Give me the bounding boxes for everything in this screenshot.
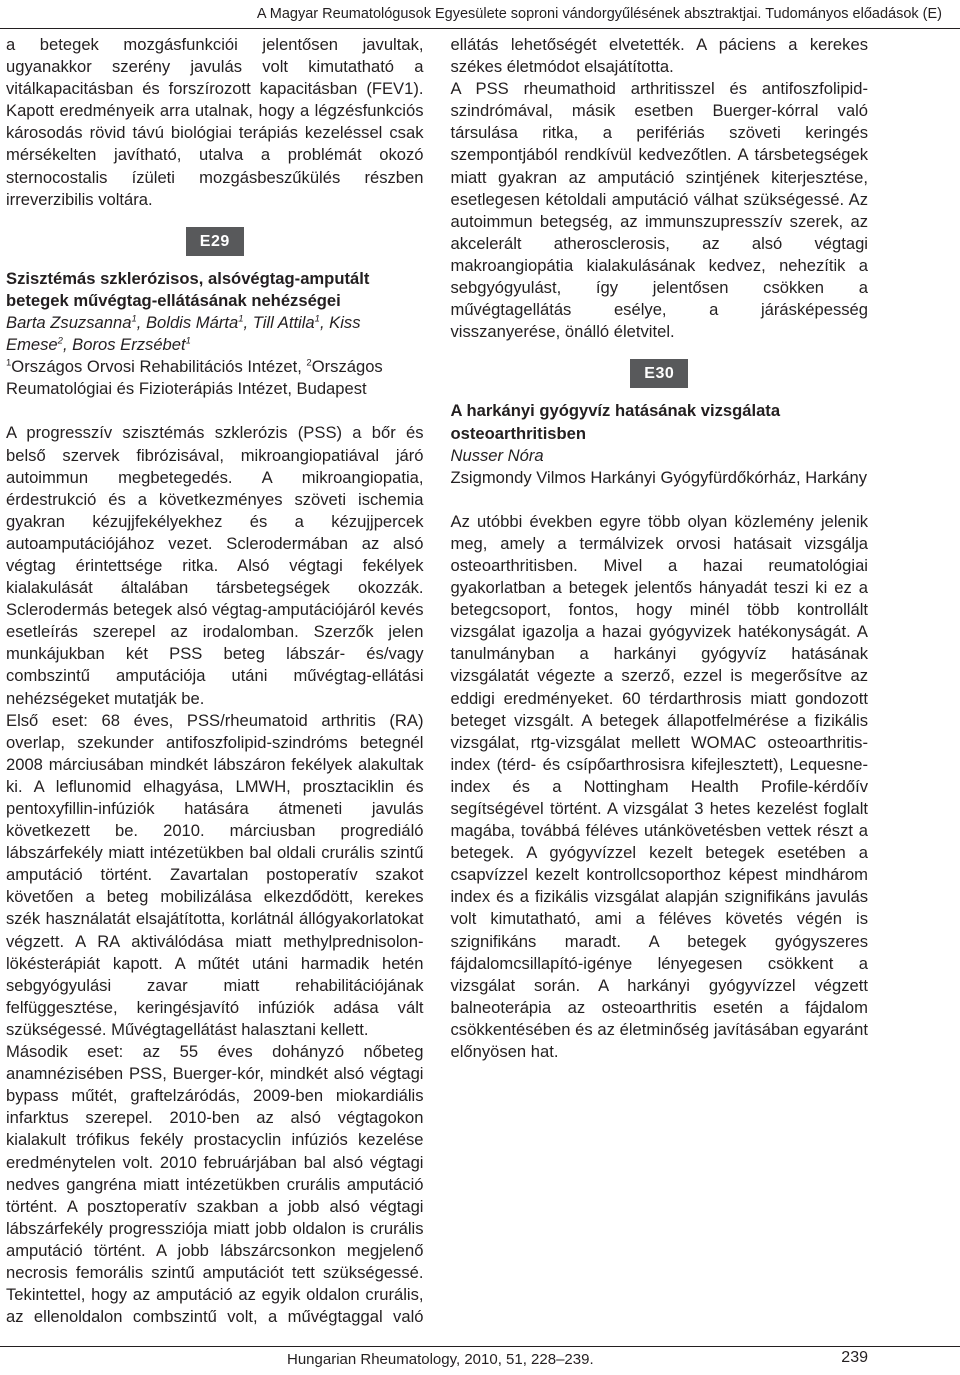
affil-text: Országos Reumatológiai és Fizioterápiás Intézet, Budapest <box>6 357 383 399</box>
e30-affiliation: Zsigmondy Vilmos Harkányi Gyógyfürdőkórház, Harkány <box>450 467 868 487</box>
author-name: , Boros Erzsébet <box>62 335 186 355</box>
continued-paragraph: a betegek mozgásfunkciói jelentősen javultak, ugyanakkor szerény javulás volt kimutatható a vitálkapacitásban és forszírozott kapacitásban (FEV1). Kapott eredményeik arra utalnak, hogy a légzésfunkciós károsodás rövid távú biológiai terápiás kezeléssel csak mérsékelten javítható, utalva a problémát okozó sternocostalis ízületi mozgásbeszűkülés részben irreverzibilis voltára. <box>6 35 424 209</box>
e29-title: Szisztémás szklerózisos, alsóvégtag-amputált betegek művégtag-ellátásának nehézségei <box>6 268 370 310</box>
e30-author: Nusser Nóra <box>450 445 544 465</box>
e30-paragraph: Az utóbbi években egyre több olyan közlemény jelenik meg, amely a termálvizek orvosi hatásait vizsgálja osteoarthritisben. Mivel a hazai reumatológiai gyakorlatban a betegek jelentős hányadát teszi ki ez a betegcsoport, fontos, hogy minél több kontrollált vizsgálat igazolja a hazai gyógyvizek hatékonyságát. A tanulmányban a harkányi gyógyvíz hatásának vizsgálatát végezte a szerző, ezzel is megerősítve az eddigi eredményeket. 60 térdarthrosis miatt gondozott beteget vizsgált. A betegek állapotfelmérése a fizikális vizsgálat, rtg-vizsgálat mellett WOMAC osteoarthritis-index (térd- és csípőarthrosisra kifejlesztett), Lequesne-index és a Nottingham Health Profile-kérdőív segítségével történt. A vizsgálat 3 hetes kezelést foglalt magába, továbbá féléves utánkövetésben vettek részt a betegek. A gyógyvízzel kezelt betegek esetében a csapvízzel kezelt kontrollcsoporthoz képest mindhárom index és a fizikális vizsgálat alapján szignifikáns javulás volt kimutatható, ami a féléves követés végén is szignifikáns maradt. A betegek gyógyszeres fájdalomcsillapító-igénye lényegesen csökkent a vizsgálat során. A harkányi gyógyvízzel végzett balneoterápia az osteoarthritis esetén a fájdalom csökkentésében és az életminőség javításában egyaránt előnyösen hat. <box>450 511 868 1062</box>
affil-sup: 2 <box>306 357 312 369</box>
author-name: Barta Zsuzsanna <box>6 313 132 333</box>
author-sup: 1 <box>238 313 244 325</box>
e29-paragraph-conclusion: A PSS rheumathoid arthritisszel és antifoszfolipid-szindrómával, másik esetben Buerger-kórral való társulása ritka, a perifériás szöveti keringés szempontjából rendkívül kedvezőtlen. A társbetegségek miatt gyakran az amputáció szintjének kiterjesztése, esetlegesen kétoldali amputáció válhat szükségessé. Az autoimmun betegség, az immunszupresszív szerek, az akcelerált atherosclerosis, az alsó végtagi makroangiopátia kialakulásának kedvez, nehezítik a sebgyógyulást, így jelentősen csökken a művégtagellátás esélye, a járásképesség visszanyerése, önálló életvitel. <box>450 79 868 342</box>
journal-citation: Hungarian Rheumatology, 2010, 51, 228–239. <box>287 1351 594 1368</box>
e29-paragraph-case-1: Első eset: 68 éves, PSS/rheumatoid arthritis (RA) overlap, szekunder antifoszfolipid-szindróms betegnél 2008 márciusában mindkét lábszáron fekélyek alakultak ki. A leflunomid elhagyása, LMWH, prosztaciklin és pentoxyfillin-infúziók hatására átmeneti javulás következett be. 2010. márciusban progrediáló lábszárfekély miatt intézetükben bal oldali crurális szintű amputáció történt. Zavartalan postoperatív szakot követően a beteg mobilizálása elkezdődött, kerekes szék használatát elsajátította, korlátnál állógyakorlatokat végzett. A RA aktiválódása miatt methylprednisolon-lökésterápiát kapott. A műtét utáni harmadik hetén sebgyógyulási zavar miatt rehabilitációjának felfüggesztése, keringésjavító infúziók adása vált szükségessé. Művégtagellátást halasztani kellett. <box>6 710 424 1039</box>
e29-badge-wrap <box>6 227 424 256</box>
spacer <box>451 489 869 511</box>
author-sup: 2 <box>57 335 63 347</box>
author-sup: 1 <box>185 335 191 347</box>
e30-badge-wrap <box>451 359 869 388</box>
author-name: , Boldis Márta <box>136 313 239 333</box>
page-number: 239 <box>841 1349 868 1366</box>
e30-title: A harkányi gyógyvíz hatásának vizsgálata osteoarthritisben <box>450 401 781 443</box>
e29-authors <box>6 312 424 356</box>
left-column <box>6 34 868 1334</box>
affil-text: Országos Orvosi Rehabilitációs Intézet, <box>11 357 307 377</box>
running-head: A Magyar Reumatológusok Egyesülete soproni vándorgyűlésének absztraktjai. Tudományos előadások (E) <box>256 6 942 22</box>
spacer <box>6 400 424 422</box>
author-name: , Till Attila <box>243 313 315 333</box>
e29-badge: E29 <box>186 227 244 256</box>
e30-badge: E30 <box>630 359 688 388</box>
e29-paragraph-case-2: Második eset: az 55 éves dohányzó nőbeteg anamnézisében PSS, Buerger-kór, mindkét alsó végtagi bypass műtét, graftelzáródás, 2009-ben miokardiális infarktus szerepel. 2010-ben az alsó végtagokon kialakult trófikus fekély prostacyclin infúziós kezelése eredménytelen volt. 2010 februárjában bal alsó végtagi nedves gangréna miatt intézetükben crurális amputáció történt. A posztoperatív szakban a jobb alsó végtagi lábszárfekély progressziója miatt jobb oldalon is crurális amputáció történt. A jobb lábszárcsonkon megjelenő necrosis femorális szintű amputációt tett szükségessé. Tekintettel, hogy az amputáció az egyik oldalon crurális, az ellenoldalon combszintű volt, a művégtaggal való ellátás lehetőségét elvetették. A páciens a kerekes székes életmódot elsajátította. <box>6 35 868 1327</box>
author-sup: 1 <box>131 313 137 325</box>
e29-paragraph-intro: A progresszív szisztémás szklerózis (PSS) a bőr és belső szervek fibrózisával, mikroangiopatiával járó autoimmun megbetegedés. A mikroangiopatia, érdestrukció és a következményes szöveti ischemia gyakran kézujjfekélyekhez és a kézujjpercek autoamputációjához vezet. Sclerodermában az alsó végtag érintettsége ritka. Alsó végtagi fekélyek kialakulását általában társbetegségek okozzák. Sclerodermás betegek alsó végtag-amputációjáról kevés esetleírás szerepel az irodalomban. Szerzők jelen munkájukban két PSS beteg lábszár- és/vagy combszintű amputációja utáni művégtag-ellátási nehézségeket mutatják be. <box>6 423 424 708</box>
header-rule <box>0 28 960 29</box>
author-sup: 1 <box>314 313 320 325</box>
e29-affiliations <box>6 356 424 400</box>
author-name: , Kiss Emese <box>6 313 361 355</box>
affil-sup: 1 <box>6 357 12 369</box>
footer-rule <box>0 1346 960 1347</box>
